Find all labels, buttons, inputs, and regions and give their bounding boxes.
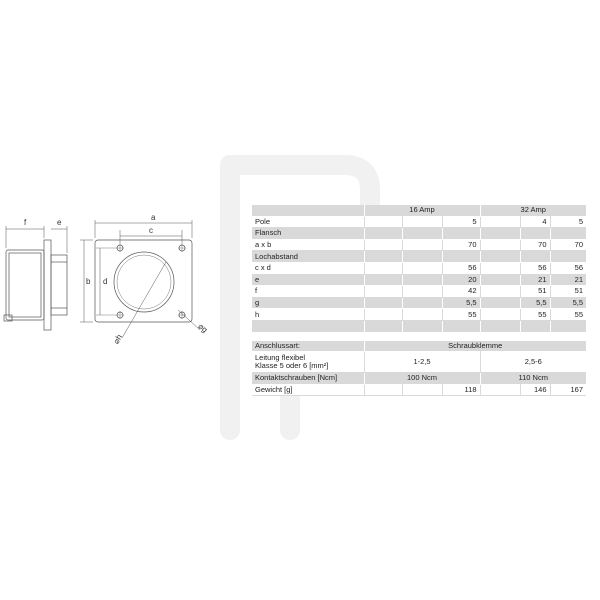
row-label: f: [252, 286, 364, 298]
cell-value: 5: [550, 216, 586, 228]
dim-label-f: f: [24, 218, 27, 227]
cell-value: 70: [520, 239, 550, 251]
cell-value: 4: [520, 216, 550, 228]
table-row: [252, 340, 586, 352]
row-label: Pole: [252, 216, 364, 228]
dim-label-d: d: [103, 277, 108, 286]
row-label: a x b: [252, 239, 364, 251]
header-32-amp: 32 Amp: [480, 205, 586, 216]
table-row: [252, 239, 586, 251]
cell-value: 56: [442, 262, 480, 274]
row-label-line1: Leitung flexibel: [255, 352, 306, 362]
cell-value: 5,5: [442, 297, 480, 309]
cell-value: 167: [550, 384, 586, 396]
cell-value: 5: [442, 216, 480, 228]
table-gap: [252, 332, 586, 340]
table-row: [252, 309, 586, 321]
cell-value: Schraubklemme: [364, 340, 586, 352]
row-label: Flansch: [252, 228, 364, 240]
row-label: c x d: [252, 262, 364, 274]
cell-value: 70: [442, 239, 480, 251]
cell-value: 5,5: [520, 297, 550, 309]
row-label: [252, 352, 364, 373]
cell-value: 42: [442, 286, 480, 298]
cell-value: 20: [442, 274, 480, 286]
side-view: [4, 226, 67, 330]
row-label: h: [252, 309, 364, 321]
row-label: g: [252, 297, 364, 309]
table-row: [252, 262, 586, 274]
cell-value: 70: [550, 239, 586, 251]
table-row: [252, 384, 586, 396]
front-view: [80, 220, 200, 338]
row-label: Gewicht [g]: [252, 384, 364, 396]
cell-value: 5,5: [550, 297, 586, 309]
row-label: Lochabstand: [252, 251, 364, 263]
cell-value: 100 Ncm: [364, 373, 480, 385]
dim-label-e: e: [57, 218, 62, 227]
spec-table: [252, 205, 586, 396]
dim-label-a: a: [151, 213, 156, 222]
cell-value: 51: [550, 286, 586, 298]
table-row: [252, 274, 586, 286]
cell-value: 21: [550, 274, 586, 286]
cell-value: 2,5-6: [480, 352, 586, 373]
cell-value: 55: [520, 309, 550, 321]
dim-label-b: b: [86, 277, 91, 286]
table-header-row: [252, 205, 586, 216]
cell-value: 146: [520, 384, 550, 396]
table-row: [252, 373, 586, 385]
cell-value: 51: [520, 286, 550, 298]
cell-value: 55: [550, 309, 586, 321]
table-spacer-row: [252, 320, 586, 332]
cell-value: 55: [442, 309, 480, 321]
dim-label-h: ⌀h: [111, 332, 125, 346]
row-label: Anschlussart:: [252, 340, 364, 352]
dim-label-c: c: [149, 226, 153, 235]
row-label: e: [252, 274, 364, 286]
cell-value: 56: [520, 262, 550, 274]
table-row: [252, 216, 586, 228]
cell-value: 56: [550, 262, 586, 274]
table-row: [252, 228, 586, 240]
header-empty: [252, 205, 364, 216]
row-label: Kontaktschrauben [Ncm]: [252, 373, 364, 385]
table-row: [252, 297, 586, 309]
row-label-line2: Klasse 5 oder 6 [mm²]: [255, 361, 329, 371]
header-16-amp: 16 Amp: [364, 205, 480, 216]
cell-value: 118: [442, 384, 480, 396]
table-row: [252, 286, 586, 298]
technical-drawing: [0, 200, 250, 350]
table-row: [252, 352, 586, 373]
table-row: [252, 251, 586, 263]
cell-value: 1-2,5: [364, 352, 480, 373]
cell-value: 21: [520, 274, 550, 286]
cell-value: 110 Ncm: [480, 373, 586, 385]
dim-label-g: ⌀g: [196, 321, 210, 335]
